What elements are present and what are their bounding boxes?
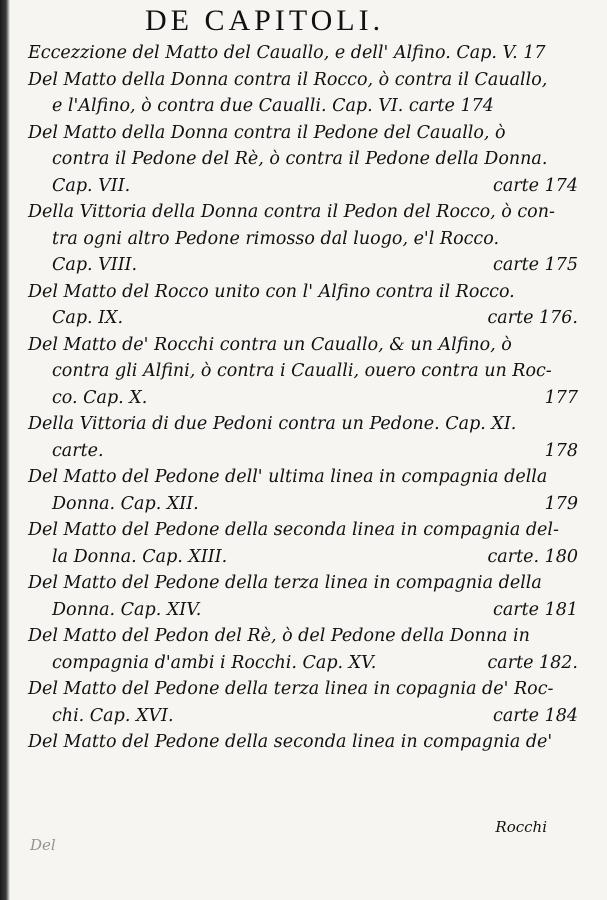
toc-line — [28, 93, 578, 120]
toc-line — [28, 597, 578, 624]
toc-line-text: Eccezzione del Matto del Cauallo, e dell' Alfino. Cap. V. 17 — [28, 43, 546, 63]
toc-line-text: contra il Pedone del Rè, ò contra il Pedone della Donna. — [52, 149, 548, 169]
toc-page-ref: carte 174 — [493, 175, 578, 196]
toc-line — [28, 385, 578, 412]
toc-page-ref: carte. 180 — [487, 546, 578, 567]
toc-line-text: Cap. VIII. — [52, 255, 138, 275]
toc-page-ref: 178 — [544, 440, 578, 461]
bleed-through-text: Del — [30, 836, 56, 854]
toc-line — [28, 729, 578, 756]
toc-line-text: Del Matto della Donna contra il Rocco, ò contra il Cauallo, — [28, 69, 548, 90]
toc-line — [28, 173, 578, 200]
toc-page-ref: carte 175 — [493, 255, 578, 275]
toc-page-ref: carte 181 — [493, 599, 578, 620]
toc-line-text: Del Matto del Pedon del Rè, ò del Pedone della Donna in — [28, 626, 530, 646]
toc-line — [28, 305, 578, 332]
toc-page-ref: 179 — [544, 493, 578, 514]
page-spine-shadow — [0, 0, 10, 900]
toc-line-text: tra ogni altro Pedone rimosso dal luogo, e'l Rocco. — [52, 228, 500, 249]
toc-line-text: Del Matto del Pedone della terza linea in copagnia de' Roc- — [28, 679, 554, 699]
toc-line — [28, 146, 578, 173]
toc-line-text: Donna. Cap. XIV. — [52, 599, 202, 620]
toc-line-text: compagnia d'ambi i Rocchi. Cap. XV. — [52, 652, 377, 673]
toc-page-ref: 177 — [544, 387, 578, 408]
toc-line — [28, 120, 578, 147]
toc-line — [28, 332, 578, 359]
toc-line — [28, 623, 578, 650]
toc-line — [28, 199, 578, 226]
toc-page-ref: carte 184 — [493, 705, 578, 726]
toc-line-text: Cap. VII. — [52, 175, 131, 196]
toc-line-text: carte. — [52, 440, 104, 461]
toc-line — [28, 464, 578, 491]
toc-line-text: Donna. Cap. XII. — [52, 493, 199, 514]
toc-line-text: la Donna. Cap. XIII. — [52, 546, 228, 567]
toc-page-ref: carte 176. — [487, 308, 578, 328]
toc-line — [28, 226, 578, 253]
toc-line-text: Della Vittoria della Donna contra il Pedon del Rocco, ò con- — [28, 202, 555, 222]
toc-line-text: chi. Cap. XVI. — [52, 705, 174, 726]
toc-line — [28, 40, 578, 67]
table-of-contents — [28, 40, 578, 756]
toc-line — [28, 279, 578, 306]
toc-line-text: Del Matto del Pedone dell' ultima linea in compagnia della — [28, 467, 548, 487]
toc-line — [28, 438, 578, 465]
toc-line — [28, 650, 578, 677]
toc-line — [28, 67, 578, 94]
catchword: Rocchi — [495, 818, 547, 836]
toc-line-text: Del Matto de' Rocchi contra un Cauallo, & un Alfino, ò — [28, 334, 512, 355]
toc-line-text: contra gli Alfini, ò contra i Caualli, ouero contra un Roc- — [52, 361, 552, 381]
toc-line — [28, 411, 578, 438]
toc-line-text: Del Matto del Pedone della terza linea in compagnia della — [28, 573, 542, 593]
toc-page-ref: carte 182. — [487, 652, 578, 673]
toc-line-text: Cap. IX. — [52, 308, 124, 328]
page-title: DE CAPITOLI. — [145, 4, 385, 37]
toc-line-text: Del Matto del Pedone della seconda linea in compagnia de' — [28, 732, 553, 752]
toc-line — [28, 544, 578, 571]
toc-line-text: Del Matto della Donna contra il Pedone del Cauallo, ò — [28, 122, 506, 143]
toc-line — [28, 358, 578, 385]
toc-line-text: Del Matto del Rocco unito con l' Alfino contra il Rocco. — [28, 281, 515, 302]
toc-line — [28, 676, 578, 703]
toc-line-text: Della Vittoria di due Pedoni contra un Pedone. Cap. XI. — [28, 414, 517, 434]
toc-line — [28, 517, 578, 544]
toc-line — [28, 703, 578, 730]
toc-line — [28, 491, 578, 518]
toc-line — [28, 252, 578, 279]
toc-line-text: e l'Alfino, ò contra due Caualli. Cap. VI. carte 174 — [52, 96, 494, 116]
toc-line — [28, 570, 578, 597]
toc-line-text: Del Matto del Pedone della seconda linea in compagnia del- — [28, 520, 559, 540]
toc-line-text: co. Cap. X. — [52, 387, 148, 408]
